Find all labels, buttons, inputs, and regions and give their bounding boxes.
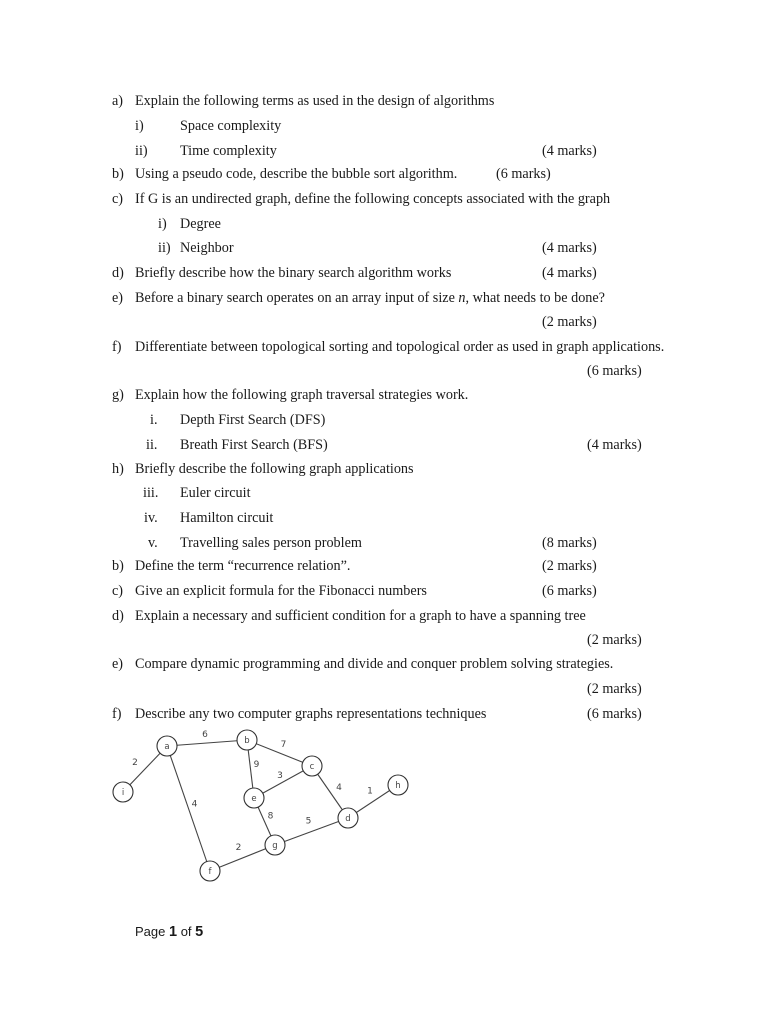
q-c2-marks: (6 marks): [542, 583, 597, 599]
q-a-ii-text: Time complexity: [180, 143, 277, 159]
graph-edge-weight-b-e: 9: [253, 760, 260, 770]
q-h-text: Briefly describe the following graph applications: [135, 461, 414, 477]
graph-node-label-c: c: [309, 762, 315, 772]
graph-edge-weight-a-f: 4: [191, 799, 198, 810]
q-b2-text: Define the term “recurrence relation”.: [135, 558, 351, 574]
q-f-text: Differentiate between topological sorting and topological order as used in graph applications.: [135, 339, 665, 355]
q-e-text: Before a binary search operates on an array input of size n, what needs to be done?: [135, 290, 605, 306]
q-h-label: h): [112, 461, 124, 477]
q-a-ii-label: ii): [135, 143, 148, 159]
q-e-label: e): [112, 290, 124, 306]
q-h-iv-label: iv.: [144, 510, 158, 526]
graph-node-label-a: a: [164, 742, 170, 752]
q-b-label: b): [112, 166, 124, 182]
q-g-ii-text: Breath First Search (BFS): [180, 437, 328, 453]
graph-edge-weight-c-e: 3: [277, 771, 283, 781]
q-d-text: Briefly describe how the binary search algorithm works: [135, 265, 452, 281]
q-c2-text: Give an explicit formula for the Fibonacci numbers: [135, 583, 427, 599]
q-h-v-text: Travelling sales person problem: [180, 535, 362, 551]
q-c-ii-text: Neighbor: [180, 240, 234, 256]
q-f2-marks: (6 marks): [587, 706, 642, 722]
of-word: of: [180, 924, 192, 939]
q-d-marks: (4 marks): [542, 265, 597, 281]
graph-edge-a-f: [167, 746, 210, 871]
graph-edge-weight-g-d: 5: [305, 816, 312, 827]
page-footer: [135, 924, 203, 940]
q-c-marks: (4 marks): [542, 240, 597, 256]
q-g-text: Explain how the following graph traversal strategies work.: [135, 387, 469, 403]
q-b2-marks: (2 marks): [542, 558, 597, 574]
graph-edge-weight-e-g: 8: [267, 811, 274, 822]
q-d2-label: d): [112, 608, 124, 624]
graph-edge-weight-d-h: 1: [367, 786, 373, 797]
graph-node-label-e: e: [251, 794, 257, 804]
graph-node-label-d: d: [345, 814, 351, 824]
q-g-ii-label: ii.: [146, 437, 158, 453]
q-f-label: f): [112, 339, 122, 355]
q-h-iii-text: Euler circuit: [180, 485, 251, 501]
graph-edge-weight-a-b: 6: [202, 730, 208, 740]
graph-node-label-f: f: [208, 867, 212, 877]
q-e2-label: e): [112, 656, 124, 672]
q-g-i-label: i.: [150, 412, 158, 428]
weighted-graph: [108, 726, 418, 886]
page-number: 1: [169, 924, 178, 940]
q-b-text: Using a pseudo code, describe the bubble sort algorithm.: [135, 166, 458, 182]
q-c-i-label: i): [158, 216, 167, 232]
graph-edge-weight-a-i: 2: [132, 758, 138, 768]
q-c-text: If G is an undirected graph, define the following concepts associated with the graph: [135, 191, 611, 207]
q-b2-label: b): [112, 558, 124, 574]
q-f2-text: Describe any two computer graphs representations techniques: [135, 706, 487, 722]
q-c2-label: c): [112, 583, 124, 599]
q-e2-marks: (2 marks): [587, 681, 642, 697]
graph-nodes: [113, 730, 408, 881]
q-c-ii-label: ii): [158, 240, 171, 256]
graph-edge-weight-c-d: 4: [336, 783, 342, 793]
page-word: Page: [135, 924, 166, 939]
graph-edge-weight-f-g: 2: [235, 843, 242, 853]
graph-edge-weight-b-c: 7: [280, 740, 287, 750]
q-d-label: d): [112, 265, 124, 281]
q-a-i-text: Space complexity: [180, 118, 282, 134]
q-h-v-label: v.: [148, 535, 158, 551]
q-h-iv-text: Hamilton circuit: [180, 510, 274, 526]
q-d2-marks: (2 marks): [587, 632, 642, 648]
q-f-marks: (6 marks): [587, 363, 642, 379]
page-total: 5: [195, 924, 204, 940]
q-a-i-label: i): [135, 118, 144, 134]
q-g-label: g): [112, 387, 124, 403]
graph-edge-a-b: [167, 740, 247, 746]
q-c-label: c): [112, 191, 124, 207]
graph-node-label-g: g: [272, 841, 278, 851]
graph-node-label-i: i: [121, 788, 125, 798]
q-a-marks: (4 marks): [542, 143, 597, 159]
q-a-label: a): [112, 93, 124, 109]
q-e2-text: Compare dynamic programming and divide and conquer problem solving strategies.: [135, 656, 614, 672]
q-g-marks: (4 marks): [587, 437, 642, 453]
q-c-i-text: Degree: [180, 216, 221, 232]
graph-edge-g-d: [275, 818, 348, 845]
q-a-text: Explain the following terms as used in the design of algorithms: [135, 93, 495, 109]
graph-node-label-b: b: [244, 736, 250, 746]
q-h-marks: (8 marks): [542, 535, 597, 551]
q-b-marks: (6 marks): [496, 166, 551, 182]
q-f2-label: f): [112, 706, 122, 722]
graph-node-label-h: h: [395, 781, 401, 791]
q-h-iii-label: iii.: [143, 485, 159, 501]
q-e-variable: n: [458, 290, 466, 306]
q-d2-text: Explain a necessary and sufficient condition for a graph to have a spanning tree: [135, 608, 586, 624]
q-e-marks: (2 marks): [542, 314, 597, 330]
q-g-i-text: Depth First Search (DFS): [180, 412, 326, 428]
